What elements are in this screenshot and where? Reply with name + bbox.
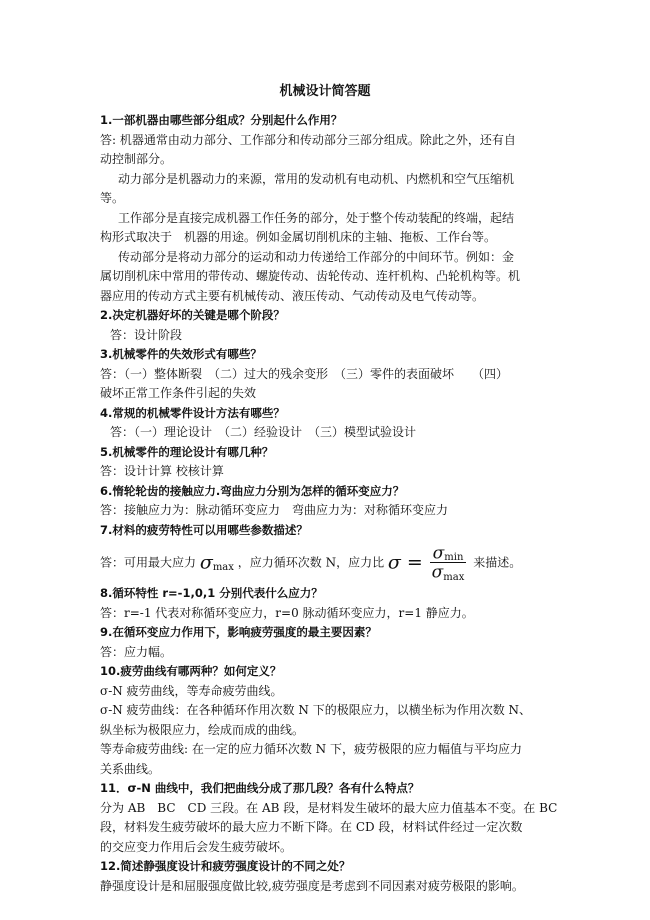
formula-suffix: 来描述。: [473, 555, 522, 570]
answer-line: 工作部分是直接完成机器工作任务的部分，处于整个传动装配的终端，起结: [118, 210, 515, 225]
formula-prefix: 答：可用最大应力: [100, 555, 197, 570]
answer-line: 答：（一）整体断裂 （二）过大的残余变形 （三）零件的表面破坏 （四）: [100, 366, 509, 381]
answer-line: 器应用的传动方式主要有机械传动、液压传动、气动传动及电气传动等。: [100, 288, 485, 303]
answer-line: 传动部分是将动力部分的运动和动力传递给工作部分的中间环节。例如：金: [118, 249, 515, 264]
answer-line: 属切削机床中常用的带传动、螺旋传动、齿轮传动、连杆机构、凸轮机构等。机: [100, 269, 521, 283]
text-block-1: [100, 111, 558, 540]
fraction-numerator: [430, 544, 467, 564]
answer-line: 答：应力幅。: [100, 644, 173, 659]
sigma-symbol: σ: [432, 543, 445, 563]
formula-line: [100, 540, 558, 584]
question-heading: 11．σ-N 曲线中，我们把曲线分成了那几段？各有什么特点？: [100, 781, 420, 795]
max-subscript: max: [212, 561, 234, 573]
document-body: [100, 111, 558, 896]
document-title: 机械设计简答题: [279, 84, 371, 99]
min-subscript: min: [444, 552, 464, 563]
question-heading: 3.机械零件的失效形式有哪些？: [100, 347, 262, 361]
answer-line: 等。: [100, 191, 125, 205]
stress-ratio-fraction: [430, 544, 467, 582]
answer-line: 关系曲线。: [100, 761, 161, 776]
formula-middle: ，应力循环次数 N，应力比: [237, 555, 385, 570]
question-heading: 7.材料的疲劳特性可以用哪些参数描述？: [100, 522, 308, 537]
stress-ratio-symbol: σ =: [387, 551, 423, 574]
sigma-max: [199, 551, 234, 574]
answer-line: 静强度设计是和屈服强度做比较,疲劳强度是考虑到不同因素对疲劳极限的影响。: [100, 878, 524, 893]
answer-line: σ-N 疲劳曲线：在各种循环作用次数 N 下的极限应力，以横坐标为作用次数 N、: [100, 703, 532, 717]
fraction-denominator: [430, 563, 467, 582]
answer-line: 答：接触应力为：脉动循环变应力 弯曲应力为：对称循环变应力: [100, 503, 449, 517]
answer-line: 纵坐标为极限应力，绘成而成的曲线。: [100, 722, 305, 737]
sigma-symbol: σ: [431, 562, 444, 583]
question-heading: 12.简述静强度设计和疲劳强度设计的不同之处？: [100, 859, 351, 873]
question-heading: 10.疲劳曲线有哪两种？如何定义？: [100, 664, 282, 678]
answer-line: 答：设计计算 校核计算: [100, 464, 224, 478]
answer-line: σ-N 疲劳曲线，等寿命疲劳曲线。: [100, 683, 283, 698]
answer-line: 破坏正常工作条件引起的失效: [100, 386, 257, 400]
answer-line: 答: 机器通常由动力部分、工作部分和传动部分三部分组成。除此之外，还有自: [100, 132, 516, 147]
answer-line: 构形式取决于 机器的用途。例如金属切削机床的主轴、拖板、工作台等。: [100, 230, 497, 244]
answer-line: 答：r=-1 代表对称循环变应力，r=0 脉动循环变应力，r=1 静应力。: [100, 605, 474, 620]
answer-line: 动控制部分。: [100, 152, 173, 166]
answer-line: 段，材料发生疲劳破坏的最大应力不断下降。在 CD 段，材料试件经过一定次数: [100, 820, 523, 834]
question-heading: 6.惰轮轮齿的接触应力.弯曲应力分别为怎样的循环变应力？: [100, 483, 405, 498]
answer-line: 等寿命疲劳曲线: 在一定的应力循环次数 N 下，疲劳极限的应力幅值与平均应力: [100, 742, 522, 756]
question-heading: 4.常规的机械零件设计方法有哪些？: [100, 405, 285, 420]
answer-line: 分为 AB BC CD 三段。在 AB 段，是材料发生破坏的最大应力值基本不变。在 BC: [100, 800, 558, 815]
question-heading: 8.循环特性 r=-1,0,1 分别代表什么应力？: [100, 586, 323, 600]
answer-line: 答：（一）理论设计 （二）经验设计 （三）模型试验设计: [110, 425, 417, 439]
sigma-symbol: σ: [199, 551, 213, 574]
question-heading: 2.决定机器好坏的关键是哪个阶段？: [100, 308, 285, 322]
answer-line: 动力部分是机器动力的来源，常用的发动机有电动机、内燃机和空气压缩机: [118, 171, 515, 186]
question-heading: 5.机械零件的理论设计有哪几种？: [100, 444, 274, 459]
text-block-2: [100, 584, 558, 896]
question-heading: 1.一部机器由哪些部分组成？分别起什么作用？: [100, 113, 343, 127]
answer-line: 的交应变力作用后会发生疲劳破坏。: [100, 839, 293, 854]
answer-line: 答：设计阶段: [110, 327, 183, 342]
question-heading: 9.在循环变应力作用下，影响疲劳强度的最主要因素？: [100, 625, 377, 639]
max-subscript: max: [443, 571, 465, 583]
